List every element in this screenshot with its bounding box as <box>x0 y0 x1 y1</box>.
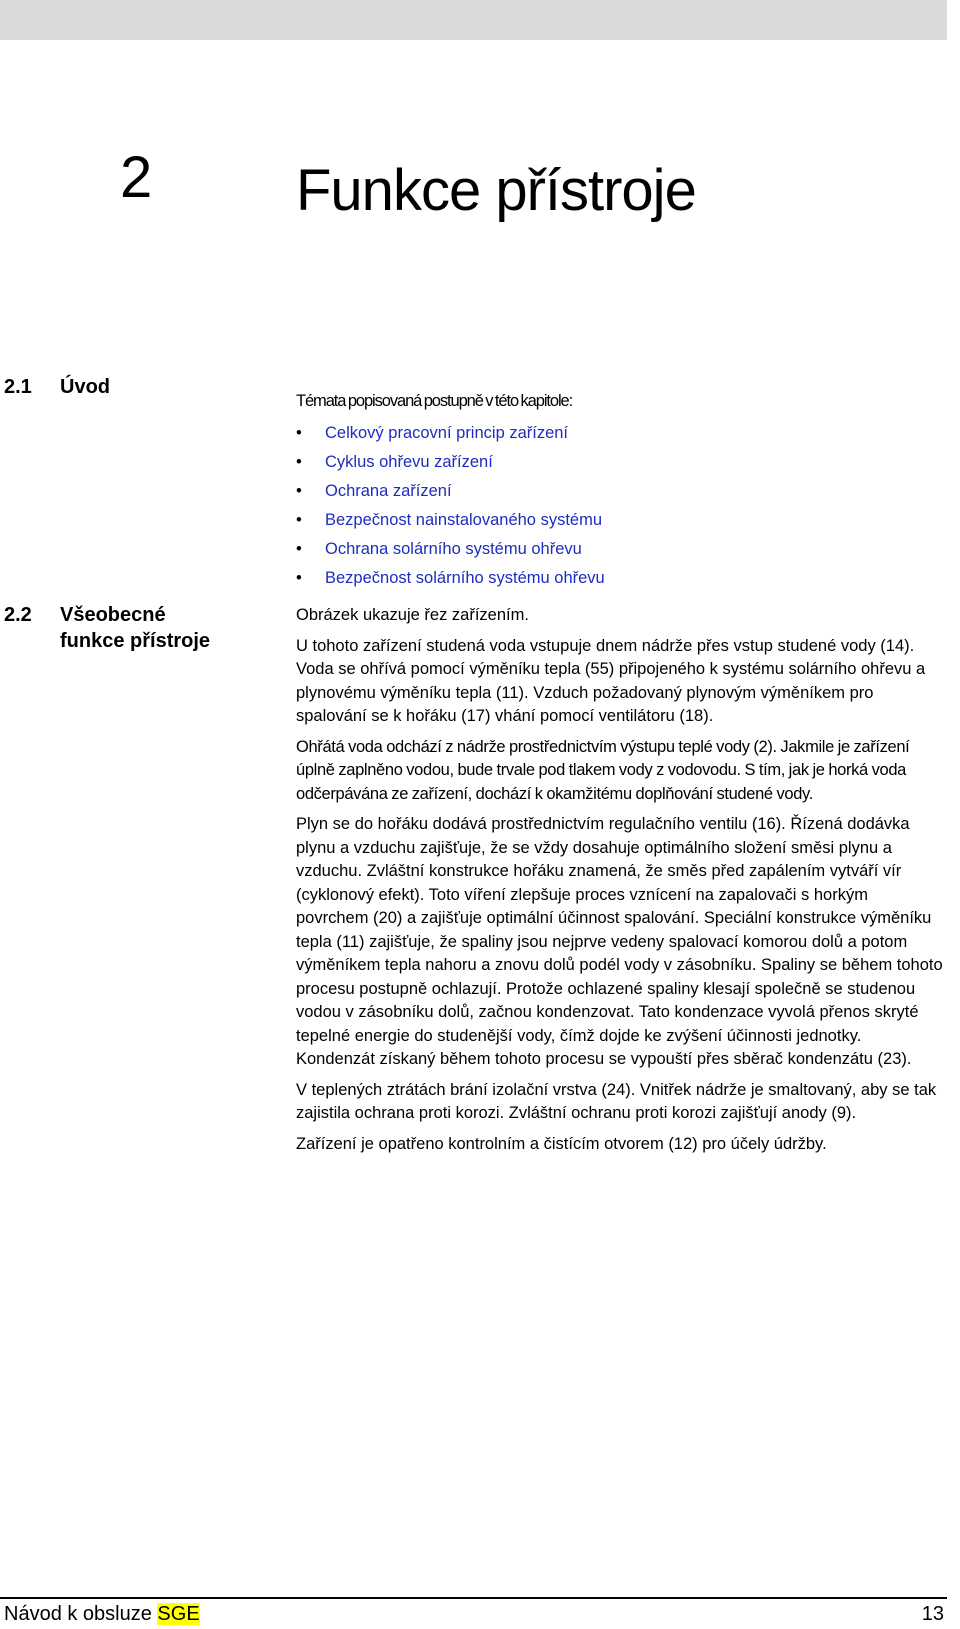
section-title-line: Úvod <box>60 376 110 398</box>
section-number-2-1: 2.1 <box>4 376 32 398</box>
topic-item[interactable] <box>296 564 944 593</box>
paragraph: V teplených ztrátách brání izolační vrstva (24). Vnitřek nádrže je smaltovaný, aby se tak zajistila ochrana proti korozi. Zvláštní ochranu proti korozi zajišťují anody (9). <box>296 1080 937 1122</box>
chapter-title: Funkce přístroje <box>296 158 696 223</box>
chapter-number: 2 <box>120 145 152 210</box>
topic-item[interactable] <box>296 448 944 477</box>
bullet-icon: • <box>296 511 302 529</box>
bullet-icon: • <box>296 424 302 442</box>
bullet-icon: • <box>296 482 302 500</box>
topic-item[interactable] <box>296 535 944 564</box>
bullet-icon: • <box>296 453 302 471</box>
topic-list <box>296 419 944 593</box>
bullet-icon: • <box>296 540 302 558</box>
topic-item[interactable] <box>296 419 944 448</box>
footer-manual-prefix: Návod k obsluze <box>4 1603 158 1625</box>
header-bar <box>0 0 947 40</box>
topic-link[interactable]: Ochrana zařízení <box>325 482 452 500</box>
section-number-2-2: 2.2 <box>4 604 32 626</box>
topic-link[interactable]: Bezpečnost solárního systému ohřevu <box>325 569 605 587</box>
footer-divider <box>0 1597 947 1599</box>
topic-link[interactable]: Celkový pracovní princip zařízení <box>325 424 569 442</box>
section-2-2-body <box>296 604 944 1163</box>
footer-model-highlight: SGE <box>157 1603 200 1625</box>
paragraph: Zařízení je opatřeno kontrolním a čistícím otvorem (12) pro účely údržby. <box>296 1134 827 1153</box>
paragraph: Ohřátá voda odchází z nádrže prostřednictvím výstupu teplé vody (2). Jakmile je zařízení úplně zaplněno vodou, bude trvale pod tlakem vody z vodovodu. S tím, jak je horká voda odčerpávána ze zařízení, dochází k okamžitému doplňování studené vody. <box>296 737 910 803</box>
section-intro: Témata popisovaná postupně v této kapitole: <box>296 392 573 410</box>
topic-link[interactable]: Cyklus ohřevu zařízení <box>325 453 493 471</box>
section-title-line: funkce přístroje <box>60 630 211 652</box>
paragraph: Obrázek ukazuje řez zařízením. <box>296 606 529 624</box>
paragraph: U tohoto zařízení studená voda vstupuje dnem nádrže přes vstup studené vody (14). Voda se ohřívá pomocí výměníku tepla (55) připojeného k systému solárního ohřevu a plynovému výměníku tepla (11). Vzduch požadovaný plynovým výměníkem pro spalování se k hořáku (17) vhání pomocí ventilátoru (18). <box>296 636 926 725</box>
topic-item[interactable] <box>296 506 944 535</box>
section-2-1-body <box>296 390 944 593</box>
section-title-2-2 <box>60 602 210 654</box>
footer-manual-title <box>4 1601 200 1627</box>
bullet-icon: • <box>296 569 302 587</box>
page-number: 13 <box>921 1603 944 1625</box>
paragraph: Plyn se do hořáku dodává prostřednictvím regulačního ventilu (16). Řízená dodávka plynu a vzduchu zajišťuje, že se vždy dosahuje optimálního složení směsi plynu a vzduchu. Zvláštní konstrukce hořáku znamená, že směs před zapálením vytváří vír (cyklonový efekt). Toto víření zlepšuje proces vznícení na zapalovači s horkým povrchem (20) a zajišťuje optimální účinnost spalování. Speciální konstrukce výměníku tepla (11) zajišťuje, že spaliny jsou nejprve vedeny spalovací komorou dolů a potom výměníkem tepla nahoru a znovu dolů podél vody v zásobníku. Spaliny se během tohoto procesu postupně ochlazují. Protože ochlazené spaliny klesají společně se studenou vodou v zásobníku dolů, začnou kondenzovat. Tato kondenzace vyvolá přenos skryté tepelné energie do studenější vody, čímž dojde ke zvýšení účinnosti jednotky. Kondenzát získaný během tohoto procesu se vypouští přes sběrač kondenzátu (23). <box>296 815 943 1068</box>
topic-item[interactable] <box>296 477 944 506</box>
section-title-2-1 <box>60 374 110 400</box>
topic-link[interactable]: Bezpečnost nainstalovaného systému <box>325 511 603 529</box>
topic-link[interactable]: Ochrana solárního systému ohřevu <box>325 540 582 558</box>
section-title-line: Všeobecné <box>60 604 166 626</box>
